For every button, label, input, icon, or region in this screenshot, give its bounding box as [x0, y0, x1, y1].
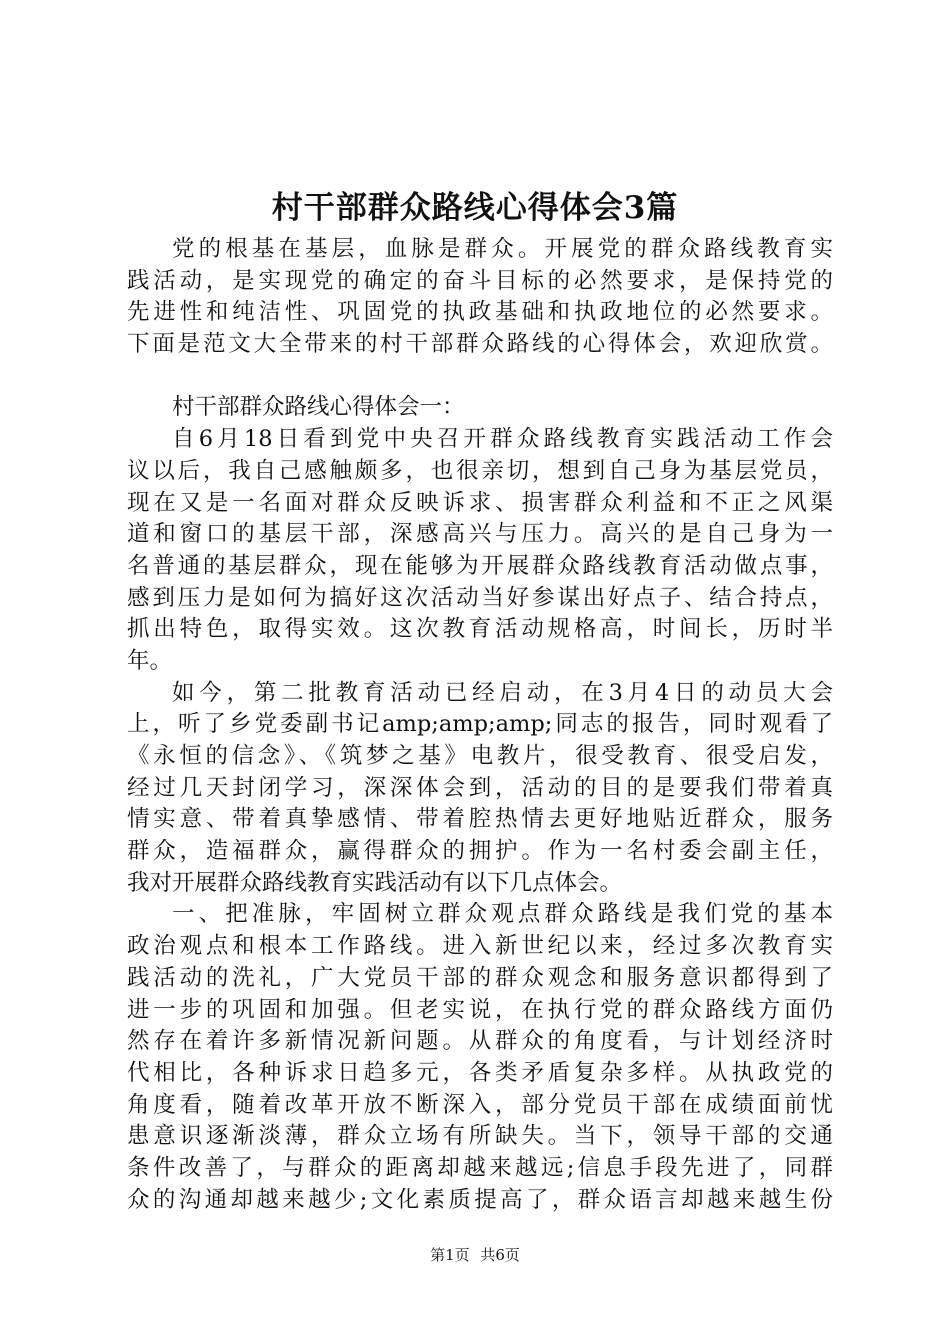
- text-line: 感到压力是如何为搞好这次活动当好参谋出好点子、结合持点，: [127, 584, 833, 611]
- text-line: 如今，第二批教育活动已经启动，在3月4日的动员大会: [172, 679, 833, 706]
- text-line: 我对开展群众路线教育实践活动有以下几点体会。: [127, 869, 623, 896]
- page-number: 第1页: [430, 1246, 470, 1264]
- text-line: 条件改善了，与群众的距离却越来越远;信息手段先进了，同群: [127, 1154, 833, 1181]
- text-line: 群众，造福群众，赢得群众的拥护。作为一名村委会副主任，: [127, 838, 833, 865]
- text-line: 先进性和纯洁性、巩固党的执政基础和执政地位的必然要求。: [127, 299, 833, 326]
- text-line: 下面是范文大全带来的村干部群众路线的心得体会，欢迎欣赏。: [127, 331, 833, 358]
- document-title: 村干部群众路线心得体会3篇: [271, 190, 679, 226]
- text-line: 经过几天封闭学习，深深体会到，活动的目的是要我们带着真: [127, 774, 833, 801]
- text-line: 践活动的洗礼，广大党员干部的群众观念和服务意识都得到了: [127, 964, 833, 991]
- text-line: 党的根基在基层，血脉是群众。开展党的群众路线教育实: [172, 236, 833, 262]
- page-footer: [0, 1244, 950, 1266]
- text-line: 议以后，我自己感触颇多，也很亲切，想到自己身为基层党员，: [127, 457, 833, 484]
- blank-line: [127, 361, 833, 393]
- text-line: 自6月18日看到党中央召开群众路线教育实践活动工作会: [172, 426, 833, 453]
- text-line: 村干部群众路线心得体会一：: [172, 394, 465, 421]
- text-line: 名普通的基层群众，现在能够为开展群众路线教育活动做点事，: [127, 552, 833, 579]
- text-line: 抓出特色，取得实效。这次教育活动规格高，时间长，历时半: [127, 616, 833, 643]
- text-line: 进一步的巩固和加强。但老实说，在执行党的群众路线方面仍: [127, 996, 833, 1023]
- text-line: 道和窗口的基层干部，深感高兴与压力。高兴的是自己身为一: [127, 521, 833, 548]
- page-total: 共6页: [480, 1246, 520, 1264]
- text-line: 年。: [127, 647, 173, 674]
- text-line: 患意识逐渐淡薄，群众立场有所缺失。当下，领导干部的交通: [127, 1123, 833, 1150]
- document-body: [127, 234, 833, 1216]
- text-line: 上，听了乡党委副书记amp;amp;amp;同志的报告，同时观看了: [127, 711, 833, 738]
- text-line: 践活动，是实现党的确定的奋斗目标的必然要求，是保持党的: [127, 267, 833, 294]
- text-line: 代相比，各种诉求日趋多元，各类矛盾复杂多样。从执政党的: [127, 1059, 833, 1086]
- text-line: 政治观点和根本工作路线。进入新世纪以来，经过多次教育实: [127, 933, 833, 960]
- text-line: 现在又是一名面对群众反映诉求、损害群众利益和不正之风渠: [127, 489, 833, 516]
- text-line: 情实意、带着真挚感情、带着腔热情去更好地贴近群众，服务: [127, 806, 833, 833]
- text-line: 一、把准脉，牢固树立群众观点群众路线是我们党的基本: [172, 901, 833, 928]
- text-line: 然存在着许多新情况新问题。从群众的角度看，与计划经济时: [127, 1028, 833, 1055]
- text-line: 角度看，随着改革开放不断深入，部分党员干部在成绩面前忧: [127, 1091, 833, 1118]
- text-line: 众的沟通却越来越少;文化素质提高了，群众语言却越来越生份: [127, 1186, 833, 1213]
- text-line: 《永恒的信念》、《筑梦之基》电教片，很受教育、很受启发，: [127, 743, 833, 769]
